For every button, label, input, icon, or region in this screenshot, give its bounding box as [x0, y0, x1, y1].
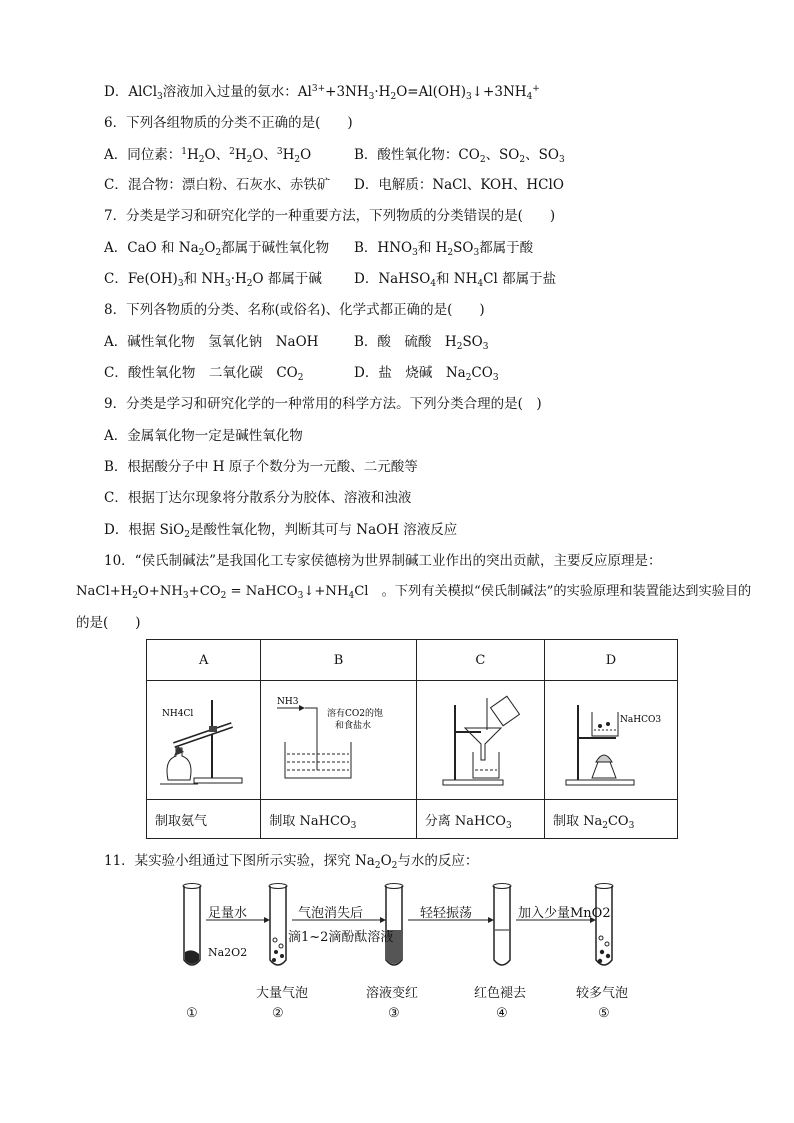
table-header-a: A [147, 640, 261, 681]
q11-stem: 11．某实验小组通过下图所示实验，探究 $Na_2O_2$与水的反应： [104, 853, 479, 871]
observation-4: 红色褪去 [474, 986, 527, 1001]
q10-line1: 10．“侯氏制碱法”是我国化工专家侯德榜为世界制碱工业作出的突出贡献，主要反应原理是： [104, 553, 662, 569]
q9-option-b[interactable]: B．根据酸分子中 H 原子个数分为一元酸、二元酸等 [104, 459, 418, 475]
arrow-label-water: 足量水 [208, 906, 248, 921]
q7-option-b[interactable]: B．$HNO_3$和 $H_2SO_3$都属于酸 [354, 240, 534, 258]
arrow-label-shake: 轻轻振荡 [420, 906, 473, 921]
step-4: ④ [496, 1006, 508, 1021]
nahco3-label: NaHCO3 [619, 715, 662, 725]
arrow-label-phenolphthalein: 滴1~2滴酚酞溶液 [288, 930, 394, 945]
q8-option-c[interactable]: C．酸性氧化物 二氧化碳 $CO_2$ [104, 365, 304, 383]
apparatus-c-cell [416, 681, 544, 800]
observation-3: 溶液变红 [366, 986, 419, 1001]
step-3: ③ [388, 1006, 400, 1021]
q6-option-c[interactable]: C．混合物：漂白粉、石灰水、赤铁矿 [104, 177, 331, 193]
q5-option-d: D．AlCl$_3$溶液加入过量的氨水：$Al^{3+}+3NH_3\cdot H_2O=Al(OH)_3↓+3NH_4^+$ [104, 84, 540, 102]
ammonia-heating-apparatus-icon [154, 690, 254, 790]
b-note-line1: 溶有CO2的饱 [326, 709, 383, 719]
q7-option-a[interactable]: A．CaO 和 $Na_2O_2$都属于碱性氧化物 [104, 240, 330, 258]
apparatus-d-cell [544, 681, 677, 800]
q8-option-a[interactable]: A．碱性氧化物 氢氧化钠 NaOH [104, 334, 319, 350]
caption-a: 制取氨气 [147, 800, 261, 839]
heating-beaker-apparatus-icon [556, 690, 666, 790]
q6-option-b[interactable]: B．酸性氧化物：$CO_2$、$SO_2$、$SO_3$ [354, 147, 565, 165]
table-header-c: C [416, 640, 544, 681]
filtration-apparatus-icon [425, 690, 535, 790]
table-header-b: B [261, 640, 416, 681]
step-5: ⑤ [598, 1006, 610, 1021]
test-tube-sequence-icon [176, 876, 656, 976]
q6-option-d[interactable]: D．电解质：NaCl、KOH、HClO [354, 177, 564, 193]
b-note-line2: 和食盐水 [334, 721, 371, 731]
q7-option-d[interactable]: D．NaHSO$_4$和 $NH_4Cl$ 都属于盐 [354, 271, 557, 289]
q10-apparatus-table [146, 639, 678, 839]
arrow-label-mno2: 加入少量MnO2 [518, 906, 611, 921]
q8-option-d[interactable]: D．盐 烧碱 $Na_2CO_3$ [354, 365, 499, 383]
q10-line3: 的是( ) [76, 615, 141, 631]
q9-option-c[interactable]: C．根据丁达尔现象将分散系分为胶体、溶液和浊液 [104, 490, 412, 506]
q6-option-a[interactable]: A．同位素：$^1H_2O$、$^2H_2O$、$^3H_2O$ [104, 147, 312, 165]
q10-line2: $NaCl+H_2O+NH_3+CO_2$ = $NaHCO_3↓+NH_4Cl$ 。下列有关模拟“侯氏制碱法”的实验原理和装置能达到实验目的 [76, 584, 752, 601]
table-header-d: D [544, 640, 677, 681]
q6-stem: 6．下列各组物质的分类不正确的是( ) [104, 115, 353, 131]
apparatus-b-cell [261, 681, 416, 800]
observation-2: 大量气泡 [256, 986, 309, 1001]
q9-stem: 9．分类是学习和研究化学的一种常用的科学方法。下列分类合理的是( ) [104, 396, 542, 412]
na2o2-label: Na2O2 [208, 946, 248, 959]
q7-stem: 7．分类是学习和研究化学的一种重要方法，下列物质的分类错误的是( ) [104, 208, 556, 224]
q7-option-c[interactable]: C．$Fe(OH)_3$和 $NH_3\cdot H_2O$ 都属于碱 [104, 271, 322, 289]
arrow-label-bubbles-gone: 气泡消失后 [298, 906, 364, 921]
q8-stem: 8．下列各物质的分类、名称(或俗名)、化学式都正确的是( ) [104, 302, 485, 318]
nh4cl-label: NH4Cl [161, 709, 193, 719]
step-2: ② [272, 1006, 284, 1021]
apparatus-a-cell [147, 681, 261, 800]
caption-d: 制取 $Na_2CO_3$ [544, 800, 677, 839]
q9-option-d[interactable]: D．根据 SiO$_2$是酸性氧化物，判断其可与 NaOH 溶液反应 [104, 522, 458, 540]
q8-option-b[interactable]: B．酸 硫酸 $H_2SO_3$ [354, 334, 489, 352]
q9-option-a[interactable]: A．金属氧化物一定是碱性氧化物 [104, 428, 303, 444]
observation-5: 较多气泡 [576, 986, 629, 1001]
step-1: ① [186, 1006, 198, 1021]
nh3-label: NH3 [276, 697, 299, 707]
caption-c: 分离 NaHCO$_3$ [416, 800, 544, 839]
bubbling-beaker-apparatus-icon [269, 690, 409, 790]
caption-b: 制取 NaHCO$_3$ [261, 800, 416, 839]
